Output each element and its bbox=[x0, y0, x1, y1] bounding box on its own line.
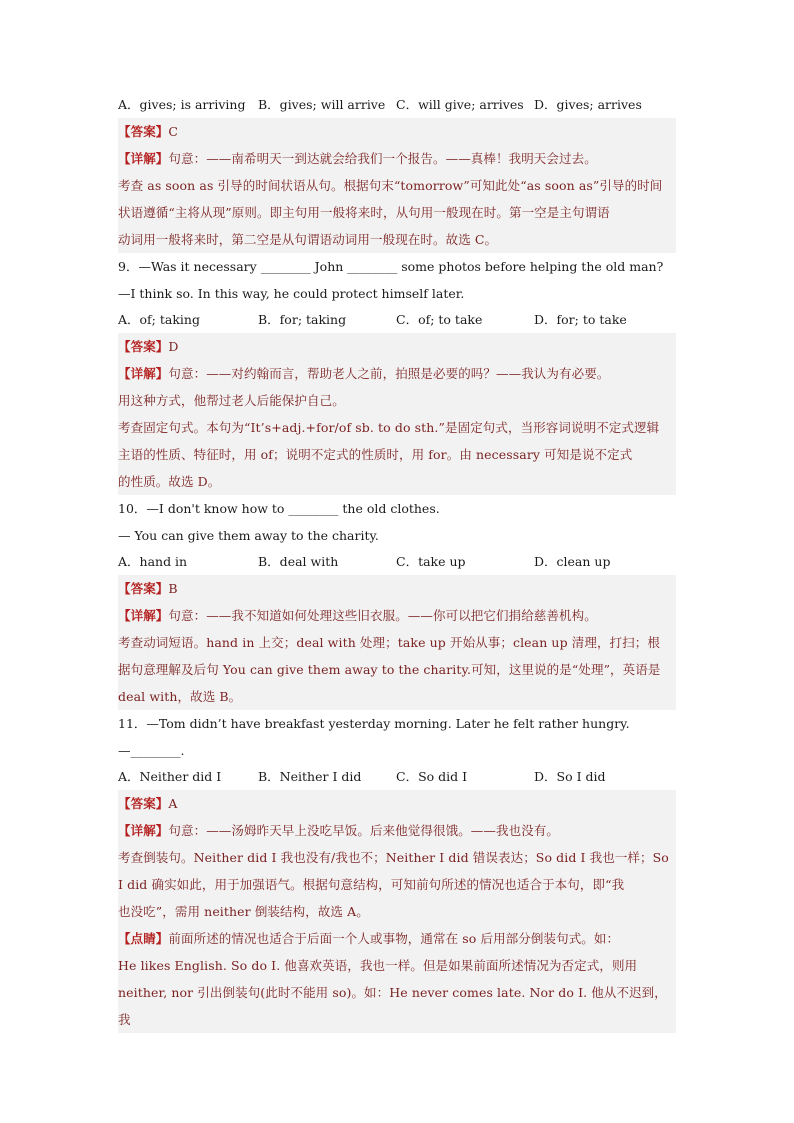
answer-tag: 【答案】 bbox=[118, 581, 169, 596]
detail-tag: 【详解】 bbox=[118, 823, 169, 838]
detail-tag: 【详解】 bbox=[118, 608, 169, 623]
q9-detail-line: 考查固定句式。本句为“It’s+adj.+for/of sb. to do sth.”是固定句式，当形容词说明不定式逻辑 bbox=[118, 420, 660, 435]
q8-option-c: C．will give; arrives bbox=[396, 97, 524, 112]
q10-option-b: B．deal with bbox=[258, 554, 339, 569]
q8-options bbox=[118, 92, 676, 118]
answer-tag: 【答案】 bbox=[118, 124, 169, 139]
q9-detail-line: 句意：——对约翰而言，帮助老人之前，拍照是必要的吗？——我认为有必要。 bbox=[168, 366, 610, 381]
q11-response: —________. bbox=[118, 743, 185, 758]
q11-detail-line: I did 确实如此，用于加强语气。根据句意结构，可知前句所述的情况也适合于本句，即“我 bbox=[118, 877, 625, 892]
q9-options bbox=[118, 307, 676, 333]
q9-detail-line: 用这种方式，他帮过老人后能保护自己。 bbox=[118, 393, 345, 408]
q11-tip-line: neither, nor 引出倒装句(此时不能用 so)。如：He never comes late. Nor do I. 他从不迟到，我 bbox=[118, 985, 667, 1027]
q11-answer-block bbox=[118, 790, 676, 1033]
q8-option-a: A．gives; is arriving bbox=[118, 97, 246, 112]
q8-detail-line: 动词用一般将来时，第二空是从句谓语动词用一般现在时。故选 C。 bbox=[118, 232, 498, 247]
tip-tag: 【点睛】 bbox=[118, 931, 169, 946]
q8-option-b: B．gives; will arrive bbox=[258, 97, 386, 112]
answer-tag: 【答案】 bbox=[118, 339, 169, 354]
q9-response: —I think so. In this way, he could protect himself later. bbox=[118, 286, 465, 301]
q9-option-d: D．for; to take bbox=[534, 312, 627, 327]
q10-option-a: A．hand in bbox=[118, 554, 188, 569]
q11-detail-line: 考查倒装句。Neither did I 我也没有/我也不；Neither I did 错误表达；So did I 我也一样；So bbox=[118, 850, 669, 865]
detail-tag: 【详解】 bbox=[118, 366, 169, 381]
q10-detail-line: 考查动词短语。hand in 上交；deal with 处理；take up 开始从事；clean up 清理，打扫；根 bbox=[118, 635, 660, 650]
q10-response: — You can give them away to the charity. bbox=[118, 528, 379, 543]
q9-answer: D bbox=[168, 339, 179, 354]
q11-option-d: D．So I did bbox=[534, 769, 606, 784]
q10-option-c: C．take up bbox=[396, 554, 466, 569]
answer-tag: 【答案】 bbox=[118, 796, 169, 811]
q11-detail-line: 句意：——汤姆昨天早上没吃早饭。后来他觉得很饿。——我也没有。 bbox=[168, 823, 560, 838]
q10-detail-line: deal with，故选 B。 bbox=[118, 689, 242, 704]
q10-answer-block bbox=[118, 575, 676, 710]
q8-detail-line: 考查 as soon as 引导的时间状语从句。根据句末“tomorrow”可知此处“as soon as”引导的时间 bbox=[118, 178, 663, 193]
document-page bbox=[118, 92, 676, 1033]
q11-tip-line: 前面所述的情况也适合于后面一个人或事物，通常在 so 后用部分倒装句式。如： bbox=[168, 931, 620, 946]
q9-stem: 9．—Was it necessary ________ John ________ some photos before helping the old man? bbox=[118, 259, 664, 274]
q11-stem: 11．—Tom didn’t have breakfast yesterday morning. Later he felt rather hungry. bbox=[118, 716, 630, 731]
q11-option-a: A．Neither did I bbox=[118, 769, 222, 784]
q11-options bbox=[118, 764, 676, 790]
q8-answer-block bbox=[118, 118, 676, 253]
q11-answer: A bbox=[168, 796, 178, 811]
q9-option-b: B．for; taking bbox=[258, 312, 347, 327]
q9-detail-line: 主语的性质、特征时，用 of；说明不定式的性质时，用 for。由 necessary 可知是说不定式 bbox=[118, 447, 633, 462]
q8-detail-line: 句意：——南希明天一到达就会给我们一个报告。——真棒！我明天会过去。 bbox=[168, 151, 597, 166]
q10-detail-line: 据句意理解及后句 You can give them away to the charity.可知，这里说的是“处理”，英语是 bbox=[118, 662, 661, 677]
q9-option-c: C．of; to take bbox=[396, 312, 483, 327]
q11-tip-line: He likes English. So do I. 他喜欢英语，我也一样。但是如果前面所述情况为否定式，则用 bbox=[118, 958, 638, 973]
q10-stem: 10．—I don't know how to ________ the old clothes. bbox=[118, 501, 440, 516]
q8-answer: C bbox=[168, 124, 179, 139]
q11-option-c: C．So did I bbox=[396, 769, 468, 784]
q8-detail-line: 状语遵循“主将从现”原则。即主句用一般将来时，从句用一般现在时。第一空是主句谓语 bbox=[118, 205, 610, 220]
q10-option-d: D．clean up bbox=[534, 554, 611, 569]
q8-option-d: D．gives; arrives bbox=[534, 97, 642, 112]
q10-answer: B bbox=[168, 581, 178, 596]
detail-tag: 【详解】 bbox=[118, 151, 169, 166]
q10-detail-line: 句意：——我不知道如何处理这些旧衣服。——你可以把它们捐给慈善机构。 bbox=[168, 608, 597, 623]
q11-detail-line: 也没吃”，需用 neither 倒装结构，故选 A。 bbox=[118, 904, 369, 919]
q11-option-b: B．Neither I did bbox=[258, 769, 362, 784]
q9-answer-block bbox=[118, 333, 676, 495]
q9-option-a: A．of; taking bbox=[118, 312, 200, 327]
q9-detail-line: 的性质。故选 D。 bbox=[118, 474, 221, 489]
q10-options bbox=[118, 549, 676, 575]
